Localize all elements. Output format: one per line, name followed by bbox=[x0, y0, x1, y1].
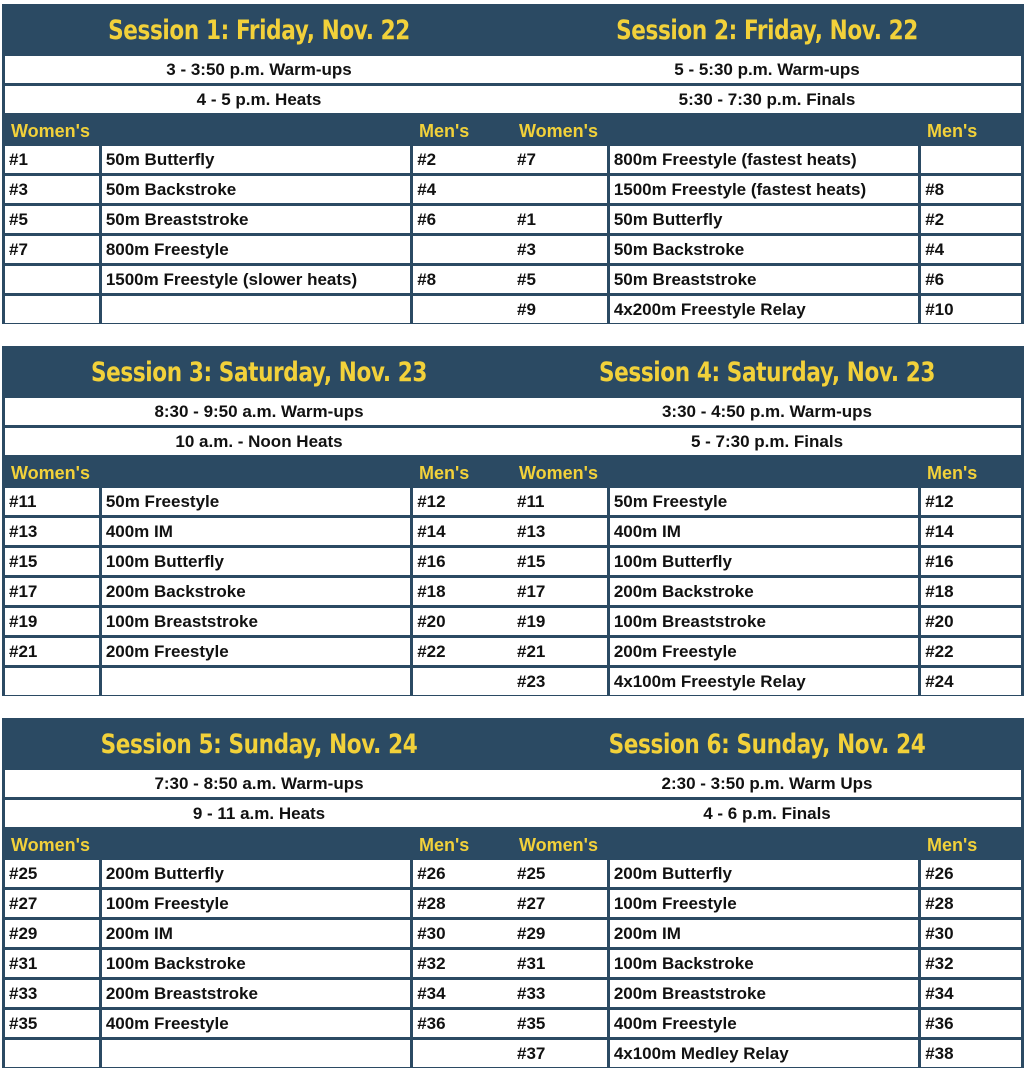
womens-event-number: #31 bbox=[5, 950, 99, 977]
event-name: 200m Butterfly bbox=[102, 860, 410, 887]
mens-event-number: #28 bbox=[413, 890, 513, 917]
womens-event-number: #7 bbox=[513, 146, 607, 173]
event-name: 50m Breaststroke bbox=[610, 266, 918, 293]
event-row bbox=[5, 860, 513, 887]
event-row bbox=[5, 488, 513, 515]
event-row bbox=[5, 236, 513, 263]
mens-event-number bbox=[413, 296, 513, 323]
womens-header: Women's bbox=[11, 121, 90, 141]
mens-event-number: #18 bbox=[413, 578, 513, 605]
mens-event-number: #24 bbox=[921, 668, 1021, 695]
event-name: 50m Backstroke bbox=[102, 176, 410, 203]
mens-event-number: #14 bbox=[413, 518, 513, 545]
event-row bbox=[513, 920, 1021, 947]
event-name: 50m Freestyle bbox=[610, 488, 918, 515]
mens-event-number bbox=[413, 1040, 513, 1067]
column-headers bbox=[513, 458, 1021, 488]
mens-event-number: #22 bbox=[413, 638, 513, 665]
warmup-time: 7:30 - 8:50 a.m. Warm-ups bbox=[5, 770, 513, 797]
event-row bbox=[513, 206, 1021, 233]
schedule-block-day-3 bbox=[2, 718, 1024, 1068]
event-row bbox=[5, 608, 513, 635]
event-name: 1500m Freestyle (slower heats) bbox=[102, 266, 410, 293]
session-title: Session 4: Saturday, Nov. 23 bbox=[598, 357, 936, 388]
event-row bbox=[5, 638, 513, 665]
womens-event-number: #15 bbox=[5, 548, 99, 575]
mens-event-number: #20 bbox=[413, 608, 513, 635]
mens-header: Men's bbox=[927, 463, 978, 483]
womens-event-number: #11 bbox=[5, 488, 99, 515]
event-row bbox=[5, 176, 513, 203]
event-name: 200m IM bbox=[610, 920, 918, 947]
womens-event-number: #25 bbox=[5, 860, 99, 887]
session-time: 10 a.m. - Noon Heats bbox=[5, 428, 513, 455]
mens-event-number: #14 bbox=[921, 518, 1021, 545]
event-row bbox=[5, 146, 513, 173]
mens-event-number: #16 bbox=[921, 548, 1021, 575]
mens-event-number: #6 bbox=[921, 266, 1021, 293]
event-name: 400m Freestyle bbox=[102, 1010, 410, 1037]
event-row bbox=[5, 206, 513, 233]
session-time: 5:30 - 7:30 p.m. Finals bbox=[513, 86, 1021, 113]
mens-event-number: #36 bbox=[413, 1010, 513, 1037]
mens-event-number: #8 bbox=[413, 266, 513, 293]
event-row bbox=[513, 1040, 1021, 1067]
event-name: 50m Butterfly bbox=[102, 146, 410, 173]
womens-event-number: #19 bbox=[513, 608, 607, 635]
mens-event-number: #28 bbox=[921, 890, 1021, 917]
mens-event-number: #36 bbox=[921, 1010, 1021, 1037]
session-3 bbox=[5, 346, 513, 698]
event-name: 200m Butterfly bbox=[610, 860, 918, 887]
schedule-block-day-1 bbox=[2, 4, 1024, 324]
mens-header: Men's bbox=[419, 835, 470, 855]
womens-event-number: #33 bbox=[5, 980, 99, 1007]
mens-event-number: #38 bbox=[921, 1040, 1021, 1067]
mens-event-number: #16 bbox=[413, 548, 513, 575]
session-title: Session 3: Saturday, Nov. 23 bbox=[90, 357, 428, 388]
event-row bbox=[5, 518, 513, 545]
event-name: 200m IM bbox=[102, 920, 410, 947]
mens-header: Men's bbox=[927, 121, 978, 141]
event-name: 200m Breaststroke bbox=[610, 980, 918, 1007]
event-row bbox=[513, 638, 1021, 665]
womens-event-number bbox=[5, 668, 99, 695]
event-name: 100m Breaststroke bbox=[610, 608, 918, 635]
womens-event-number: #5 bbox=[5, 206, 99, 233]
event-name: 800m Freestyle (fastest heats) bbox=[610, 146, 918, 173]
event-name: 400m IM bbox=[102, 518, 410, 545]
event-row bbox=[5, 1040, 513, 1067]
session-time: 4 - 5 p.m. Heats bbox=[5, 86, 513, 113]
event-row bbox=[513, 890, 1021, 917]
womens-event-number: #19 bbox=[5, 608, 99, 635]
mens-event-number: #34 bbox=[413, 980, 513, 1007]
womens-event-number: #27 bbox=[513, 890, 607, 917]
mens-event-number: #6 bbox=[413, 206, 513, 233]
event-name: 200m Backstroke bbox=[610, 578, 918, 605]
warmup-time: 3 - 3:50 p.m. Warm-ups bbox=[5, 56, 513, 83]
womens-event-number: #17 bbox=[5, 578, 99, 605]
womens-header: Women's bbox=[519, 463, 598, 483]
event-row bbox=[513, 176, 1021, 203]
event-name: 100m Butterfly bbox=[102, 548, 410, 575]
session-time: 5 - 7:30 p.m. Finals bbox=[513, 428, 1021, 455]
event-row bbox=[5, 578, 513, 605]
event-row bbox=[513, 488, 1021, 515]
womens-event-number: #23 bbox=[513, 668, 607, 695]
event-name: 50m Backstroke bbox=[610, 236, 918, 263]
event-row bbox=[5, 1010, 513, 1037]
event-row bbox=[5, 980, 513, 1007]
event-name: 200m Freestyle bbox=[102, 638, 410, 665]
mens-event-number: #8 bbox=[921, 176, 1021, 203]
mens-event-number: #2 bbox=[413, 146, 513, 173]
mens-event-number bbox=[413, 236, 513, 263]
event-name: 1500m Freestyle (fastest heats) bbox=[610, 176, 918, 203]
event-row bbox=[513, 146, 1021, 173]
event-name: 100m Butterfly bbox=[610, 548, 918, 575]
event-row bbox=[513, 518, 1021, 545]
womens-header: Women's bbox=[11, 835, 90, 855]
mens-event-number: #34 bbox=[921, 980, 1021, 1007]
event-name: 4x200m Freestyle Relay bbox=[610, 296, 918, 323]
event-name bbox=[102, 1040, 410, 1067]
event-name: 50m Breaststroke bbox=[102, 206, 410, 233]
session-time: 9 - 11 a.m. Heats bbox=[5, 800, 513, 827]
womens-event-number: #35 bbox=[5, 1010, 99, 1037]
mens-event-number: #22 bbox=[921, 638, 1021, 665]
column-headers bbox=[513, 116, 1021, 146]
mens-event-number: #32 bbox=[413, 950, 513, 977]
event-name: 200m Breaststroke bbox=[102, 980, 410, 1007]
womens-event-number: #27 bbox=[5, 890, 99, 917]
event-name: 400m IM bbox=[610, 518, 918, 545]
mens-event-number: #32 bbox=[921, 950, 1021, 977]
womens-event-number: #1 bbox=[513, 206, 607, 233]
column-headers bbox=[513, 830, 1021, 860]
session-title: Session 5: Sunday, Nov. 24 bbox=[100, 729, 418, 760]
womens-event-number: #11 bbox=[513, 488, 607, 515]
event-name bbox=[102, 668, 410, 695]
event-name: 200m Freestyle bbox=[610, 638, 918, 665]
womens-header: Women's bbox=[519, 835, 598, 855]
mens-header: Men's bbox=[419, 121, 470, 141]
mens-event-number: #30 bbox=[921, 920, 1021, 947]
event-row bbox=[513, 548, 1021, 575]
mens-header: Men's bbox=[927, 835, 978, 855]
event-row bbox=[513, 980, 1021, 1007]
womens-event-number: #35 bbox=[513, 1010, 607, 1037]
event-name: 50m Freestyle bbox=[102, 488, 410, 515]
event-name: 200m Backstroke bbox=[102, 578, 410, 605]
event-name: 800m Freestyle bbox=[102, 236, 410, 263]
event-row bbox=[5, 548, 513, 575]
session-6 bbox=[513, 718, 1021, 1070]
womens-event-number bbox=[5, 266, 99, 293]
mens-event-number: #30 bbox=[413, 920, 513, 947]
event-row bbox=[5, 296, 513, 323]
event-name: 100m Backstroke bbox=[102, 950, 410, 977]
event-name: 100m Backstroke bbox=[610, 950, 918, 977]
womens-event-number: #15 bbox=[513, 548, 607, 575]
womens-event-number: #9 bbox=[513, 296, 607, 323]
event-name: 100m Freestyle bbox=[102, 890, 410, 917]
womens-event-number bbox=[5, 296, 99, 323]
event-row bbox=[513, 236, 1021, 263]
warmup-time: 5 - 5:30 p.m. Warm-ups bbox=[513, 56, 1021, 83]
womens-event-number: #3 bbox=[513, 236, 607, 263]
warmup-time: 2:30 - 3:50 p.m. Warm Ups bbox=[513, 770, 1021, 797]
mens-event-number: #4 bbox=[921, 236, 1021, 263]
womens-event-number: #13 bbox=[513, 518, 607, 545]
event-name: 50m Butterfly bbox=[610, 206, 918, 233]
event-row bbox=[513, 296, 1021, 323]
session-title: Session 6: Sunday, Nov. 24 bbox=[608, 729, 926, 760]
mens-event-number: #26 bbox=[921, 860, 1021, 887]
womens-event-number: #5 bbox=[513, 266, 607, 293]
event-row bbox=[513, 950, 1021, 977]
warmup-time: 3:30 - 4:50 p.m. Warm-ups bbox=[513, 398, 1021, 425]
mens-event-number bbox=[413, 668, 513, 695]
event-name: 100m Breaststroke bbox=[102, 608, 410, 635]
mens-event-number: #18 bbox=[921, 578, 1021, 605]
event-row bbox=[5, 890, 513, 917]
womens-event-number bbox=[5, 1040, 99, 1067]
womens-event-number: #17 bbox=[513, 578, 607, 605]
womens-event-number: #37 bbox=[513, 1040, 607, 1067]
event-row bbox=[5, 668, 513, 695]
event-row bbox=[5, 266, 513, 293]
session-1 bbox=[5, 4, 513, 326]
mens-event-number: #10 bbox=[921, 296, 1021, 323]
womens-event-number: #3 bbox=[5, 176, 99, 203]
event-row bbox=[513, 266, 1021, 293]
event-row bbox=[513, 668, 1021, 695]
womens-event-number: #29 bbox=[5, 920, 99, 947]
womens-event-number: #1 bbox=[5, 146, 99, 173]
column-headers bbox=[5, 458, 513, 488]
mens-event-number: #12 bbox=[413, 488, 513, 515]
event-row bbox=[513, 860, 1021, 887]
mens-event-number: #2 bbox=[921, 206, 1021, 233]
session-5 bbox=[5, 718, 513, 1070]
womens-event-number: #31 bbox=[513, 950, 607, 977]
column-headers bbox=[5, 830, 513, 860]
event-row bbox=[5, 950, 513, 977]
column-headers bbox=[5, 116, 513, 146]
mens-event-number: #20 bbox=[921, 608, 1021, 635]
session-title: Session 1: Friday, Nov. 22 bbox=[108, 15, 410, 46]
event-row bbox=[5, 920, 513, 947]
mens-event-number: #12 bbox=[921, 488, 1021, 515]
event-name: 4x100m Freestyle Relay bbox=[610, 668, 918, 695]
womens-event-number: #7 bbox=[5, 236, 99, 263]
womens-event-number: #21 bbox=[5, 638, 99, 665]
mens-event-number: #4 bbox=[413, 176, 513, 203]
session-4 bbox=[513, 346, 1021, 698]
event-name: 4x100m Medley Relay bbox=[610, 1040, 918, 1067]
womens-event-number: #29 bbox=[513, 920, 607, 947]
warmup-time: 8:30 - 9:50 a.m. Warm-ups bbox=[5, 398, 513, 425]
mens-event-number bbox=[921, 146, 1021, 173]
womens-event-number bbox=[513, 176, 607, 203]
session-time: 4 - 6 p.m. Finals bbox=[513, 800, 1021, 827]
mens-header: Men's bbox=[419, 463, 470, 483]
event-name: 400m Freestyle bbox=[610, 1010, 918, 1037]
womens-event-number: #21 bbox=[513, 638, 607, 665]
womens-event-number: #25 bbox=[513, 860, 607, 887]
session-title: Session 2: Friday, Nov. 22 bbox=[616, 15, 918, 46]
event-row bbox=[513, 1010, 1021, 1037]
event-row bbox=[513, 608, 1021, 635]
session-2 bbox=[513, 4, 1021, 326]
womens-event-number: #33 bbox=[513, 980, 607, 1007]
schedule-block-day-2 bbox=[2, 346, 1024, 696]
event-name: 100m Freestyle bbox=[610, 890, 918, 917]
womens-header: Women's bbox=[519, 121, 598, 141]
womens-header: Women's bbox=[11, 463, 90, 483]
event-name bbox=[102, 296, 410, 323]
mens-event-number: #26 bbox=[413, 860, 513, 887]
womens-event-number: #13 bbox=[5, 518, 99, 545]
event-row bbox=[513, 578, 1021, 605]
